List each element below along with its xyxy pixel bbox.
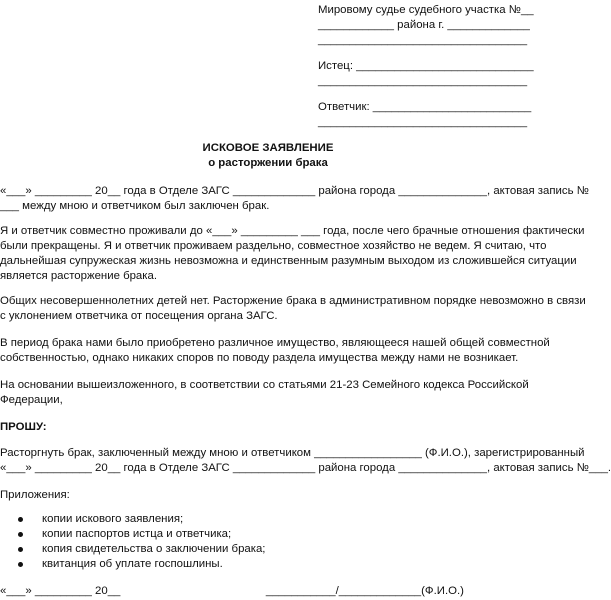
- para2-line1: Я и ответчик совместно проживали до «___» _________ ___ года, после чего брачные отношения фактически: [0, 225, 585, 237]
- header-blank-line: _________________________________: [318, 34, 528, 46]
- bullet-icon: [18, 547, 23, 552]
- bullet-icon: [18, 532, 23, 537]
- para6-line1: Расторгнуть брак, заключенный между мною и ответчиком _________________ (Ф.И.О.), зарегистрированный: [0, 447, 585, 459]
- bullet-icon: [18, 562, 23, 567]
- request-heading: ПРОШУ:: [0, 421, 47, 433]
- attachment-item: копии искового заявления;: [42, 513, 184, 525]
- para5-line2: Федерации,: [0, 394, 63, 406]
- para4-line1: В период брака нами было приобретено различное имущество, являющееся нашей общей совместной: [0, 337, 550, 349]
- header-plaintiff-line2: _________________________________: [318, 75, 528, 87]
- para3-line1: Общих несовершеннолетних детей нет. Расторжение брака в административном порядке невозможно в связи: [0, 295, 586, 307]
- para5-line1: На основании вышеизложенного, в соответствии со статьями 21-23 Семейного кодекса Российской: [0, 379, 529, 391]
- document-subtitle: о расторжении брака: [208, 157, 328, 169]
- para3-line2: с уклонением ответчика от посещения органа ЗАГС.: [0, 310, 278, 322]
- attachment-item: квитанция об уплате госпошлины.: [42, 558, 223, 570]
- para2-line4: является расторжение брака.: [0, 270, 158, 282]
- para2-line3: дальнейшая супружеская жизнь невозможна и единственным разумным выходом из сложившейся ситуации: [0, 255, 577, 267]
- para1-line2: ___ между мною и ответчиком был заключен брак.: [0, 200, 270, 212]
- signature-line: «___» _________ 20__ ___________/_____________(Ф.И.О.): [0, 585, 464, 597]
- para4-line2: собственностью, однако никаких споров по поводу раздела имущества между нами не возникает.: [0, 352, 519, 364]
- bullet-icon: [18, 517, 23, 522]
- para1-line1: «___» _________ 20__ года в Отделе ЗАГС _____________ района города ______________, актовая запись №: [0, 185, 589, 197]
- attachment-item: копия свидетельства о заключении брака;: [42, 543, 266, 555]
- header-defendant: Ответчик: _________________________: [318, 101, 532, 113]
- attachment-item: копии паспортов истца и ответчика;: [42, 528, 232, 540]
- header-plaintiff: Истец: ____________________________: [318, 60, 534, 72]
- header-court-line: Мировому судье судебного участка №__: [318, 4, 534, 16]
- para2-line2: были прекращены. Я и ответчик проживаем раздельно, совместное хозяйство не ведем. Я считаю, что: [0, 240, 547, 252]
- header-defendant-line2: _________________________________: [318, 116, 528, 128]
- para6-line2: «___» _________ 20__ года в Отделе ЗАГС _____________ района города ______________, актовая запись №___.: [0, 462, 611, 474]
- attachments-label: Приложения:: [0, 489, 70, 501]
- header-district-line: ____________ района г. _____________: [318, 19, 530, 31]
- document-title: ИСКОВОЕ ЗАЯВЛЕНИЕ: [202, 142, 334, 154]
